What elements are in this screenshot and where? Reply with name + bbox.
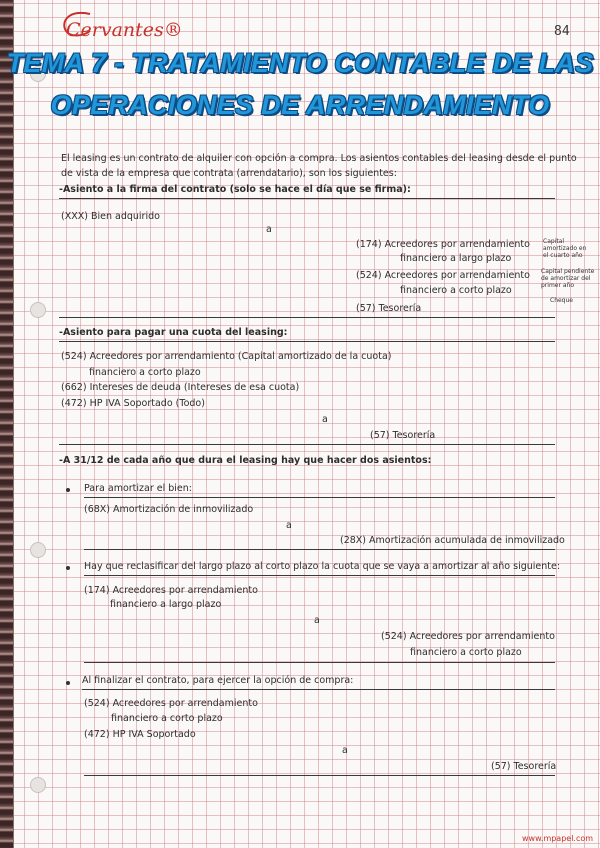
- journal-debit-cont: financiero a corto plazo: [111, 713, 223, 724]
- spiral-binding: [0, 0, 14, 848]
- footer-url: www.mpapel.com: [522, 834, 594, 843]
- bullet-text: Al finalizar el contrato, para ejercer la opción de compra:: [82, 675, 354, 686]
- journal-a: a: [322, 414, 328, 425]
- journal-a: a: [342, 745, 348, 756]
- divider: [59, 444, 555, 445]
- journal-credit: (174) Acreedores por arrendamiento: [356, 239, 530, 250]
- journal-debit: (662) Intereses de deuda (Intereses de esa cuota): [61, 382, 300, 393]
- margin-note: Capital amortizado en el cuarto año: [543, 238, 587, 259]
- brand-logo: [60, 15, 183, 43]
- journal-debit-cont: financiero a corto plazo: [89, 367, 201, 378]
- journal-credit-cont: financiero a corto plazo: [410, 647, 522, 658]
- bullet: [66, 488, 70, 492]
- section-heading-year-end: -A 31/12 de cada año que dura el leasing hay que hacer dos asientos:: [59, 455, 432, 466]
- intro-text-line-1: El leasing es un contrato de alquiler con opción a compra. Los asientos contables del leasing desde el punto: [61, 153, 577, 164]
- journal-credit: (524) Acreedores por arrendamiento: [356, 270, 530, 281]
- journal-debit: (174) Acreedores por arrendamiento: [84, 585, 258, 596]
- journal-a: a: [286, 520, 292, 531]
- journal-debit: (472) HP IVA Soportado: [84, 729, 196, 740]
- logo-text: Cervantes®: [66, 19, 183, 41]
- journal-credit: (57) Tesorería: [356, 303, 422, 314]
- bullet: [66, 566, 70, 570]
- divider: [84, 497, 555, 498]
- section-heading-signing: -Asiento a la firma del contrato (solo se hace el día que se firma):: [59, 184, 411, 195]
- bullet-text: Para amortizar el bien:: [84, 483, 193, 494]
- section-heading-payment: -Asiento para pagar una cuota del leasing:: [59, 327, 288, 338]
- journal-debit: (68X) Amortización de inmovilizado: [84, 504, 254, 515]
- journal-a: a: [266, 224, 272, 235]
- divider: [59, 317, 555, 318]
- journal-credit-cont: financiero a largo plazo: [400, 253, 512, 264]
- divider: [84, 775, 555, 776]
- bullet: [66, 681, 70, 685]
- margin-note: Cheque: [550, 297, 573, 304]
- page-number: 84: [554, 24, 570, 39]
- divider: [59, 341, 555, 342]
- journal-debit-cont: financiero a largo plazo: [110, 599, 222, 610]
- journal-debit: (524) Acreedores por arrendamiento (Capital amortizado de la cuota): [61, 351, 392, 362]
- journal-credit: (28X) Amortización acumulada de inmovilizado: [340, 535, 565, 546]
- divider: [84, 575, 555, 576]
- journal-credit-cont: financiero a corto plazo: [400, 285, 512, 296]
- journal-a: a: [314, 615, 320, 626]
- divider: [84, 549, 555, 550]
- journal-debit: (XXX) Bien adquirido: [61, 211, 160, 222]
- margin-note: Capital pendiente de amortizar del primer año: [541, 268, 595, 289]
- journal-credit: (57) Tesorería: [370, 430, 436, 441]
- journal-debit: (524) Acreedores por arrendamiento: [84, 698, 258, 709]
- punch-hole: [30, 302, 46, 318]
- divider: [82, 689, 555, 690]
- page-title-line-2: OPERACIONES DE ARRENDAMIENTO: [50, 90, 550, 120]
- journal-credit: (57) Tesorería: [491, 761, 557, 772]
- intro-text-line-2: de vista de la empresa que contrata (arrendatario), son los siguientes:: [61, 168, 397, 179]
- journal-debit: (472) HP IVA Soportado (Todo): [61, 398, 205, 409]
- punch-hole: [30, 777, 46, 793]
- page-title-line-1: TEMA 7 - TRATAMIENTO CONTABLE DE LAS: [6, 48, 594, 78]
- divider: [84, 662, 555, 663]
- punch-hole: [30, 542, 46, 558]
- journal-credit: (524) Acreedores por arrendamiento: [381, 631, 555, 642]
- divider: [59, 198, 555, 199]
- bullet-text: Hay que reclasificar del largo plazo al corto plazo la cuota que se vaya a amortizar al año siguiente:: [84, 561, 561, 572]
